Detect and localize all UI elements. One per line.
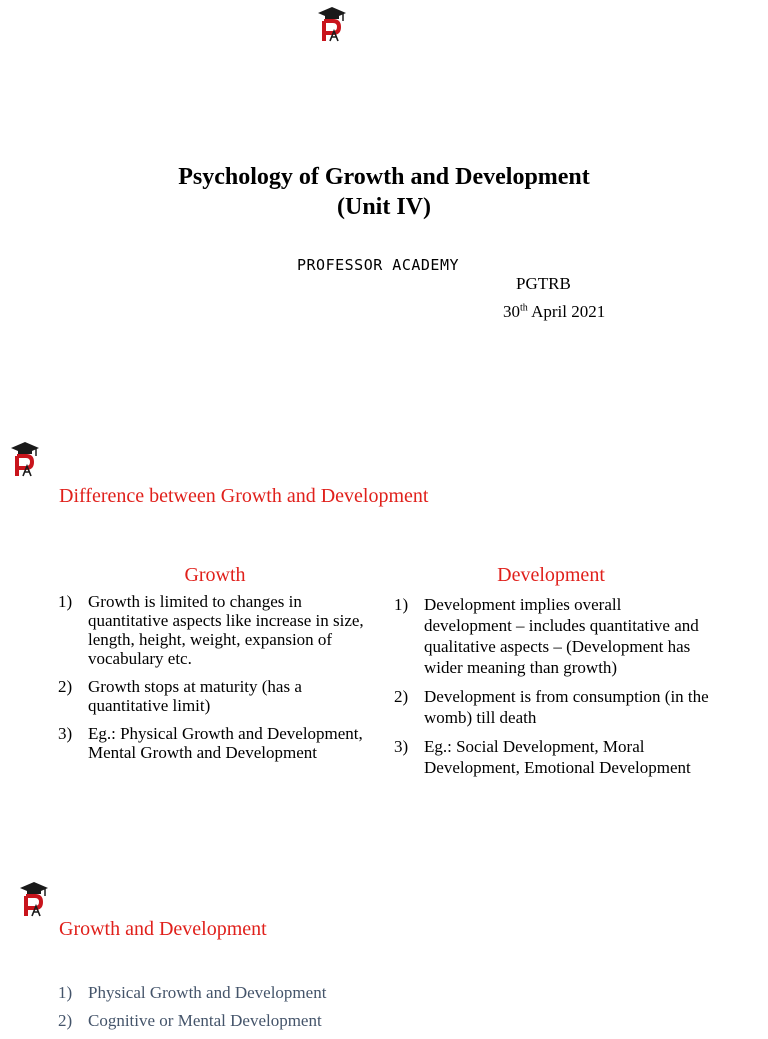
academy-logo <box>317 5 347 43</box>
list-item: 2) Development is from consumption (in the womb) till death <box>394 687 709 727</box>
development-column-heading: Development <box>497 564 605 586</box>
presentation-date: 30th April 2021 <box>503 302 606 321</box>
section-heading: Difference between Growth and Development <box>59 485 429 507</box>
academy-logo <box>10 440 40 478</box>
list-item: 2) Growth stops at maturity (has a quantitative limit) <box>58 677 302 715</box>
list-item: 1) Development implies overall development – includes quantitative and qualitative aspects – (Development has wider meaning than growth) <box>394 595 699 677</box>
topic-list <box>58 983 458 1039</box>
list-item: 3) Eg.: Social Development, Moral Development, Emotional Development <box>394 737 691 777</box>
exam-name: PGTRB <box>516 274 571 293</box>
development-list <box>394 594 712 786</box>
list-item: 1) Physical Growth and Development <box>58 983 327 1002</box>
list-item: 1) Growth is limited to changes in quantitative aspects like increase in size, length, height, weight, expansion of vocabulary etc. <box>58 592 364 668</box>
section-heading: Growth and Development <box>59 918 267 940</box>
list-item: 3) Eg.: Physical Growth and Development, Mental Growth and Development <box>58 724 363 762</box>
organization-name: PROFESSOR ACADEMY <box>297 256 460 274</box>
slide-title: Psychology of Growth and Development <box>178 164 590 190</box>
slide-subtitle: (Unit IV) <box>337 194 431 220</box>
growth-list <box>58 592 368 771</box>
growth-column-heading: Growth <box>184 564 246 586</box>
academy-logo <box>19 880 49 918</box>
list-item: 2) Cognitive or Mental Development <box>58 1011 322 1030</box>
